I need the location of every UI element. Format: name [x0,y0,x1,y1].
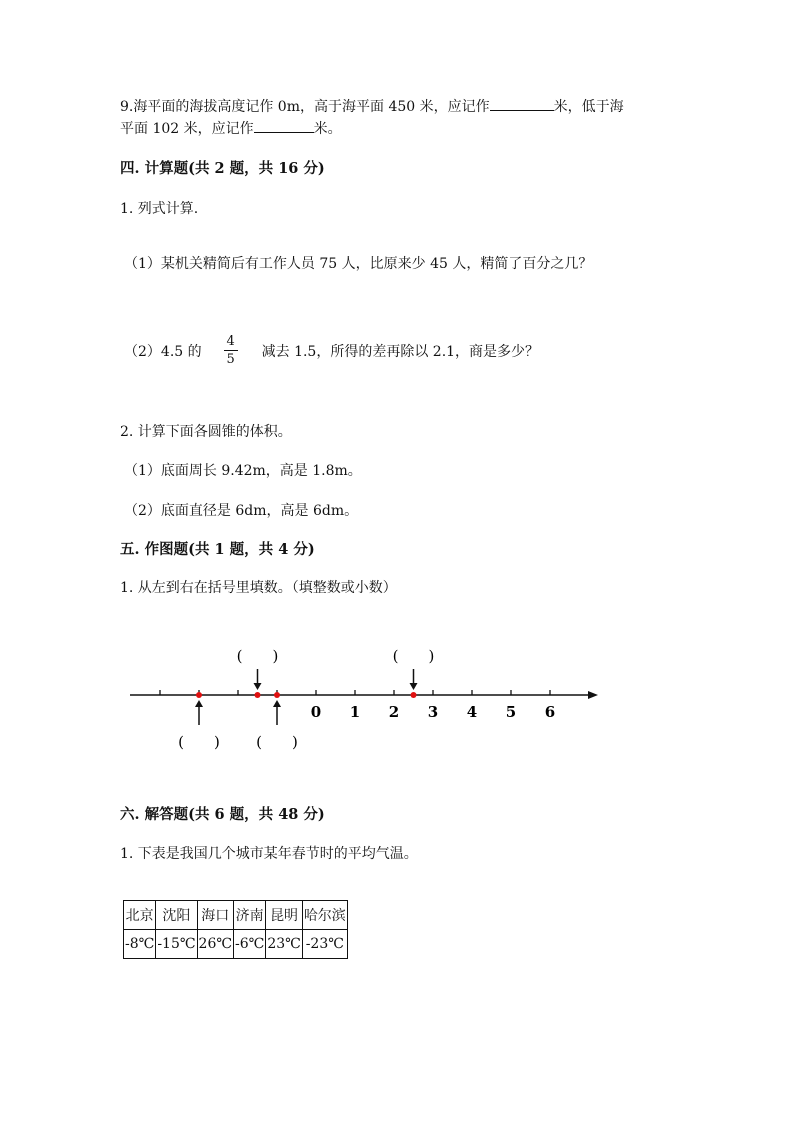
axis-arrowhead [588,691,598,699]
tick-label: 2 [388,703,400,721]
arrowhead [195,700,203,707]
table-cell-city: 海口 [197,901,233,930]
fraction-bar [224,350,238,351]
section-heading: 四. 计算题(共 2 题，共 16 分) [120,160,325,177]
tick-label: 6 [544,703,556,721]
answer-blank-paren[interactable]: ( ) [256,733,298,751]
section-heading: 五. 作图题(共 1 题，共 4 分) [120,541,315,558]
answer-blank-paren[interactable]: ( ) [178,733,220,751]
q9-text: 米。 [313,121,342,137]
marked-point [196,692,202,698]
table-cell-temperature: -15℃ [156,930,197,959]
question-part: （1）底面周长 9.42m，高是 1.8m。 [124,463,362,479]
table-cell-city: 北京 [124,901,156,930]
tick-label: 1 [349,703,361,721]
question-text: 减去 1.5，所得的差再除以 2.1，商是多少？ [261,343,540,360]
fraction-numerator: 4 [226,334,235,349]
answer-blank[interactable] [490,96,554,111]
tick-label: 3 [427,703,439,721]
question-text: （2）4.5 的 [124,343,202,360]
marked-point [274,692,280,698]
table-cell-city: 济南 [234,901,266,930]
table-cell-city: 沈阳 [156,901,197,930]
table-cell-city: 昆明 [266,901,302,930]
answer-blank-paren[interactable]: ( ) [392,647,435,665]
marked-point [255,692,261,698]
section-heading: 六. 解答题(共 6 题，共 48 分) [120,806,325,823]
tick-label: 0 [310,703,322,721]
q9-text: 米，低于海 [553,99,624,115]
marked-point [411,692,417,698]
table-cell-temperature: 23℃ [266,930,302,959]
table-cell-temperature: -6℃ [234,930,266,959]
question-title: 1. 列式计算. [120,201,199,217]
table-cell-temperature: -8℃ [124,930,156,959]
q9-text: 9.海平面的海拔高度记作 0m，高于海平面 450 米，应记作 [120,99,490,115]
table-cell-temperature: 26℃ [197,930,233,959]
table-header-row [124,901,348,930]
fraction-denominator: 5 [226,352,235,367]
table-row [124,930,348,959]
tick-label: 5 [505,703,517,721]
q9-line1 [120,96,624,118]
temperature-table [123,900,348,959]
number-line-figure [0,630,794,760]
question-part [124,334,539,367]
answer-blank-paren[interactable]: ( ) [236,647,279,665]
q9-text: 平面 102 米，应记作 [120,121,254,137]
question-part: （1）某机关精简后有工作人员 75 人，比原来少 45 人，精简了百分之几？ [124,256,593,272]
q9-line2 [120,118,342,140]
question-part: （2）底面直径是 6dm，高是 6dm。 [124,503,359,519]
question-title: 1. 下表是我国几个城市某年春节时的平均气温。 [120,846,418,862]
fraction [224,334,238,367]
tick-label: 4 [466,703,478,721]
arrowhead [410,683,418,690]
table-cell-city: 哈尔滨 [302,901,347,930]
arrowhead [273,700,281,707]
arrowhead [254,683,262,690]
question-title: 2. 计算下面各圆锥的体积。 [120,424,292,440]
answer-blank[interactable] [254,118,314,133]
question-title: 1. 从左到右在括号里填数。（填整数或小数） [120,580,397,596]
table-cell-temperature: -23℃ [302,930,347,959]
